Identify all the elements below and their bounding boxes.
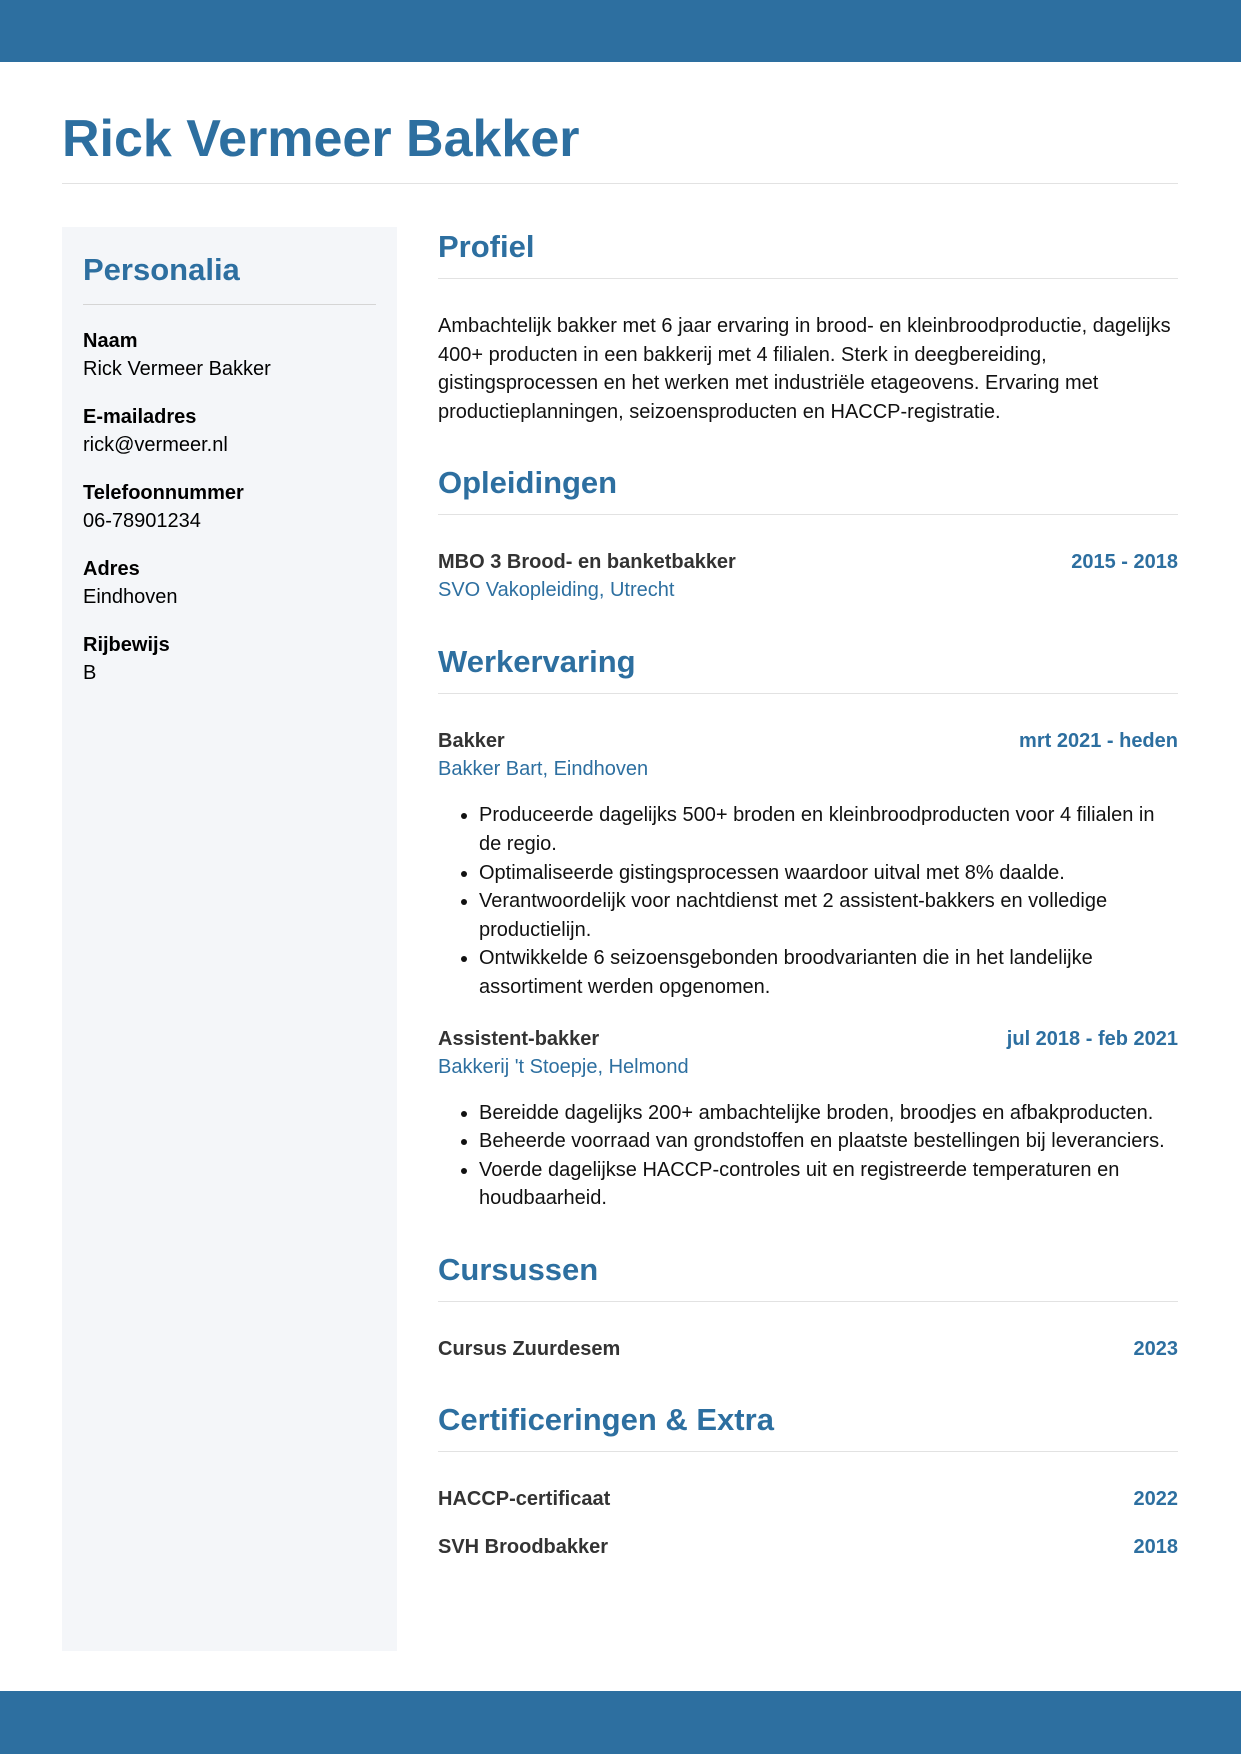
section-divider <box>438 693 1178 694</box>
job-date: jul 2018 - feb 2021 <box>1006 1027 1178 1050</box>
personal-label: Adres <box>83 558 140 580</box>
personal-value: Rick Vermeer Bakker <box>83 358 271 380</box>
section-divider <box>438 1451 1178 1452</box>
course-entry <box>438 1335 1178 1363</box>
personal-label: Naam <box>83 330 138 352</box>
section-divider <box>438 278 1178 279</box>
job-employer: Bakkerij 't Stoepje, Helmond <box>438 1055 689 1078</box>
section-title: Certificeringen & Extra <box>438 1401 774 1437</box>
job-title: Bakker <box>438 730 505 753</box>
job-date: mrt 2021 - heden <box>1019 730 1178 753</box>
resume-main-column <box>438 224 1178 1561</box>
personal-label: Telefoonnummer <box>83 482 244 504</box>
section-title: Opleidingen <box>438 465 618 501</box>
job-employer: Bakker Bart, Eindhoven <box>438 758 649 781</box>
name-divider <box>62 183 1178 184</box>
personal-info-sidebar <box>62 227 397 1651</box>
job-bullet: • Bereidde dagelijks 200+ ambachtelijke broden, broodjes en afbakproducten. <box>479 1099 1178 1128</box>
personal-label: Rijbewijs <box>83 634 170 656</box>
job-bullet: • Optimaliseerde gistingsprocessen waardoor uitval met 8% daalde. <box>479 859 1178 888</box>
entry-date: 2015 - 2018 <box>1071 551 1178 574</box>
job-bullet: • Ontwikkelde 6 seizoensgebonden broodvarianten die in het landelijke assortiment werden opgenomen. <box>479 944 1178 1001</box>
job-bullets <box>438 801 1178 1001</box>
entry-title: MBO 3 Brood- en banketbakker <box>438 551 736 574</box>
entry-institution: SVO Vakopleiding, Utrecht <box>438 579 675 602</box>
education-section <box>438 460 1178 605</box>
job-bullet: • Produceerde dagelijks 500+ broden en kleinbroodproducten voor 4 filialen in de regio. <box>479 801 1178 858</box>
header-accent-bar <box>0 0 1241 62</box>
personal-item-address <box>83 555 376 611</box>
personal-label: E-mailadres <box>83 406 197 428</box>
footer-accent-bar <box>0 1691 1241 1754</box>
job-title: Assistent-bakker <box>438 1027 600 1050</box>
personal-item-license <box>83 631 376 687</box>
certification-date: 2022 <box>1133 1487 1178 1510</box>
job-bullet: • Verantwoordelijk voor nachtdienst met 2 assistent-bakkers en volledige productielijn. <box>479 887 1178 944</box>
section-title: Cursussen <box>438 1251 599 1287</box>
certification-entry <box>438 1533 1178 1561</box>
candidate-name: Rick Vermeer Bakker <box>62 110 580 168</box>
personal-value: B <box>83 662 97 684</box>
personal-item-email <box>83 403 376 459</box>
job-entry <box>438 727 1178 1001</box>
course-title: Cursus Zuurdesem <box>438 1337 621 1360</box>
sidebar-divider <box>83 304 376 305</box>
section-divider <box>438 1301 1178 1302</box>
personal-item-name <box>83 327 376 383</box>
personal-item-phone <box>83 479 376 535</box>
education-entry <box>438 548 1178 605</box>
certification-date: 2018 <box>1133 1535 1178 1558</box>
sidebar-title: Personalia <box>83 252 240 287</box>
profile-text: Ambachtelijk bakker met 6 jaar ervaring in brood- en kleinbroodproductie, dagelijks 400+ producten in een bakkerij met 4 filialen. Sterk in deegbereiding, gistingsprocessen en het werken met industriële etageovens. Ervaring met productieplanningen, seizoensproducten en HACCP-registratie. <box>438 315 1171 423</box>
personal-value: Eindhoven <box>83 586 178 608</box>
job-bullet: • Beheerde voorraad van grondstoffen en plaatste bestellingen bij leveranciers. <box>479 1127 1178 1156</box>
section-title: Werkervaring <box>438 644 636 680</box>
course-date: 2023 <box>1133 1337 1178 1360</box>
experience-section <box>438 639 1178 1213</box>
job-bullets <box>438 1099 1178 1213</box>
job-entry <box>438 1025 1178 1213</box>
section-title: Profiel <box>438 229 535 264</box>
job-bullet: • Voerde dagelijkse HACCP-controles uit en registreerde temperaturen en houdbaarheid. <box>479 1156 1178 1213</box>
profile-section <box>438 224 1178 426</box>
section-divider <box>438 514 1178 515</box>
personal-value: rick@vermeer.nl <box>83 434 228 456</box>
courses-section <box>438 1247 1178 1363</box>
certification-title: SVH Broodbakker <box>438 1535 609 1558</box>
certification-title: HACCP-certificaat <box>438 1487 611 1510</box>
personal-value: 06-78901234 <box>83 510 201 532</box>
certification-entry <box>438 1485 1178 1513</box>
certifications-section <box>438 1397 1178 1561</box>
